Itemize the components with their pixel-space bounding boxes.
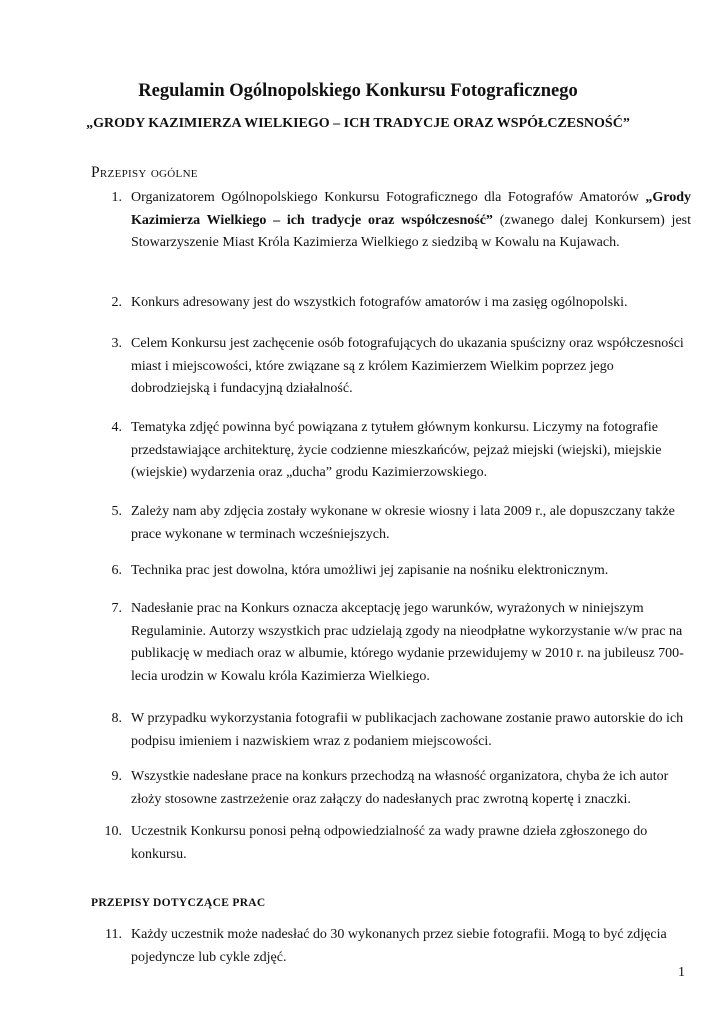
list-item-text: Konkurs adresowany jest do wszystkich fotografów amatorów i ma zasięg ogólnopolski. xyxy=(131,295,628,310)
list-item-number: 8. xyxy=(111,711,122,726)
list-item-11 xyxy=(92,924,692,969)
document-subtitle: „GRODY KAZIMIERZA WIELKIEGO – ICH TRADYCJE ORAZ WSPÓŁCZESNOŚĆ” xyxy=(86,116,630,131)
list-item-10 xyxy=(92,821,692,866)
list-item-number: 5. xyxy=(111,504,122,519)
list-item-7 xyxy=(92,598,692,688)
list-item-text: Zależy nam aby zdjęcia zostały wykonane w okresie wiosny i lata 2009 r., ale dopuszczany także prace wykonane w terminach wcześniejszych. xyxy=(131,504,675,542)
list-item-number: 1. xyxy=(111,190,122,205)
section-heading-general xyxy=(91,164,198,182)
list-item-number: 11. xyxy=(105,927,122,942)
list-item-8 xyxy=(92,708,692,753)
list-item-number: 2. xyxy=(111,295,122,310)
list-item-5 xyxy=(92,501,692,546)
list-item-text: Nadesłanie prac na Konkurs oznacza akceptację jego warunków, wyrażonych w niniejszym Regulaminie. Autorzy wszystkich prac udzielają zgody na nieodpłatne wykorzystanie w/w prac na publikację w mediach oraz w albumie, którego wydanie przewidujemy w 2010 r. na jubileusz 700-lecia urodzin w Kowalu króla Kazimierza Wielkiego. xyxy=(131,601,684,684)
page-number: 1 xyxy=(678,965,685,980)
list-item-number: 10. xyxy=(104,824,122,839)
list-item-text: Celem Konkursu jest zachęcenie osób fotografujących do ukazania spuścizny oraz współczesności miast i miejscowości, które związane są z królem Kazimierzem Wielkim poprzez jego dobrodziejską i fundacyjną działalność. xyxy=(131,336,684,396)
organizer-text: Organizatorem Ogólnopolskiego Konkursu Fotograficznego dla Fotografów Amatorów xyxy=(131,190,646,205)
list-item-1 xyxy=(92,187,692,255)
contest-name: „Grody Kazimierza Wielkiego – ich tradycje oraz współczesność” xyxy=(131,190,691,228)
list-item-text: W przypadku wykorzystania fotografii w publikacjach zachowane zostanie prawo autorskie do ich podpisu imieniem i nazwiskiem wraz z podaniem miejscowości. xyxy=(131,711,684,749)
list-item-number: 6. xyxy=(111,563,122,578)
list-item-text: Tematyka zdjęć powinna być powiązana z tytułem głównym konkursu. Liczymy na fotografie przedstawiające architekturę, życie codzienne mieszkańców, pejzaż miejski (wiejski), miejskie (wiejskie) wydarzenia oraz „ducha” grodu Kazimierzowskiego. xyxy=(131,420,662,480)
document-title: Regulamin Ogólnopolskiego Konkursu Fotograficznego xyxy=(138,81,578,101)
list-item-text: Technika prac jest dowolna, która umożliwi jej zapisanie na nośniku elektronicznym. xyxy=(131,563,609,578)
organizer-text-cont: (zwanego dalej Konkursem) jest Stowarzyszenie Miast Króla Kazimierza Wielkiego z siedzibą w Kowalu na Kujawach. xyxy=(131,212,691,250)
list-item-2 xyxy=(92,292,692,315)
list-item-number: 9. xyxy=(111,769,122,784)
list-item-text: Wszystkie nadesłane prace na konkurs przechodzą na własność organizatora, chyba że ich autor złoży stosowne zastrzeżenie oraz załączy do nadesłanych prac zwrotną kopertę i znaczki. xyxy=(131,769,669,807)
section-heading-works: PRZEPISY DOTYCZĄCE PRAC xyxy=(91,897,266,909)
list-item-number: 3. xyxy=(111,336,122,351)
list-item-text: Uczestnik Konkursu ponosi pełną odpowiedzialność za wady prawne dzieła zgłoszonego do konkursu. xyxy=(131,824,648,862)
list-item-4 xyxy=(92,417,692,485)
list-item-number: 4. xyxy=(111,420,122,435)
list-item-3 xyxy=(92,333,692,401)
list-item-6 xyxy=(92,560,692,583)
list-item-number: 7. xyxy=(111,601,122,616)
list-item-text xyxy=(131,187,691,255)
section-heading-general-text: Przepisy ogólne xyxy=(91,164,198,181)
list-item-text: Każdy uczestnik może nadesłać do 30 wykonanych przez siebie fotografii. Mogą to być zdjęcia pojedyncze lub cykle zdjęć. xyxy=(131,927,667,965)
list-item-9 xyxy=(92,766,692,811)
